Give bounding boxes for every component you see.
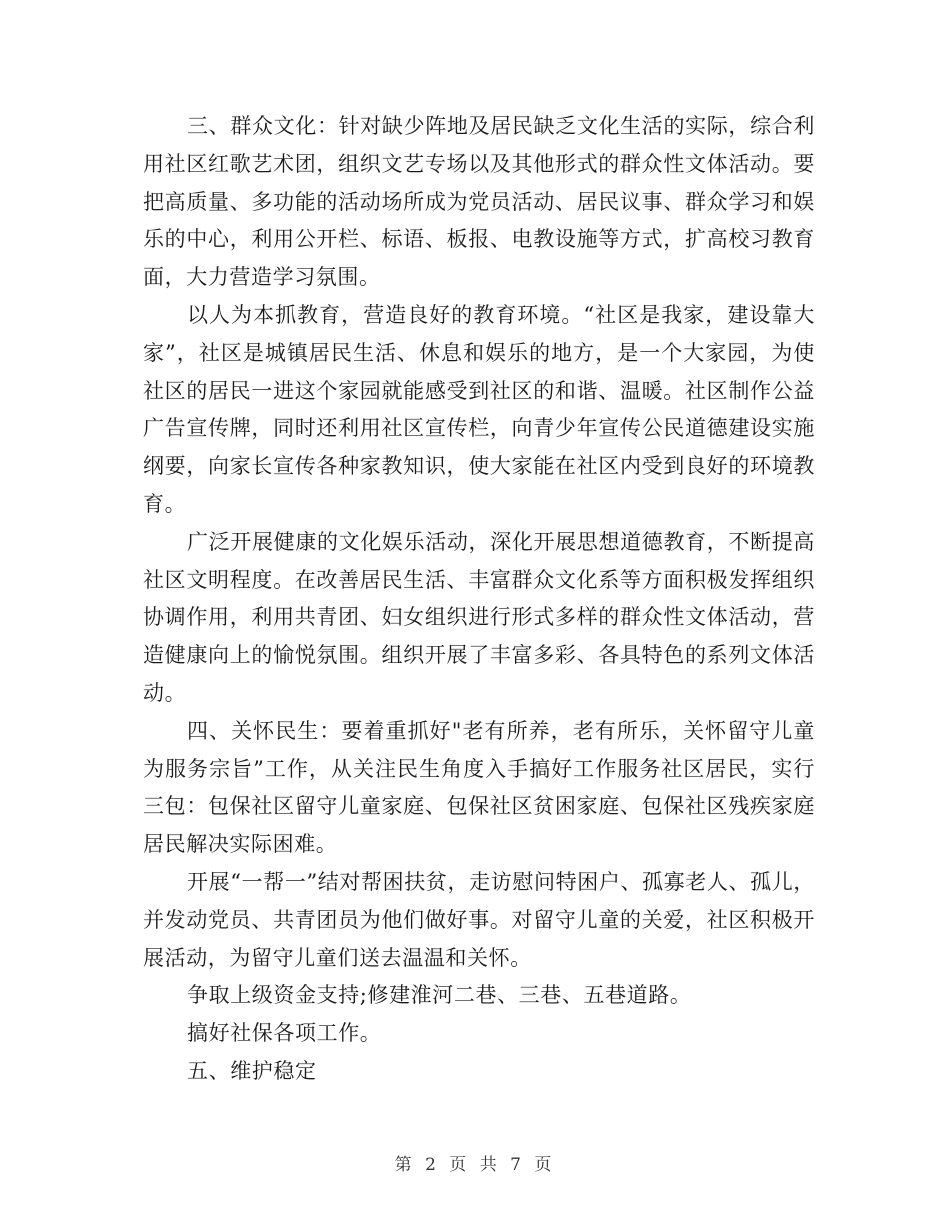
paragraph-social-security: 搞好社保各项工作。 <box>187 1021 382 1046</box>
paragraph-cultural-activities: 广泛开展健康的文化娱乐活动，深化开展思想道德教育，不断提高社区文明程度。在改善居民生活、丰富群众文化系等方面积极发挥组织协调作用，利用共青团、妇女组织进行形式多样的群众性文体活动，营造健康向上的愉悦氛围。组织开展了丰富多彩、各具特色的系列文体活动。 <box>143 529 815 705</box>
page-number-footer: 第 2 页 共 7 页 <box>394 1155 556 1175</box>
paragraph-mass-culture: 三、群众文化：针对缺少阵地及居民缺乏文化生活的实际，综合利用社区红歌艺术团，组织文艺专场以及其他形式的群众性文体活动。要把高质量、多功能的活动场所成为党员活动、居民议事、群众学习和娱乐的中心，利用公开栏、标语、板报、电教设施等方式，扩高校习教育面，大力营造学习氛围。 <box>143 114 815 290</box>
paragraph-road-construction: 争取上级资金支持;修建淮河二巷、三巷、五巷道路。 <box>187 983 692 1008</box>
paragraph-maintain-stability: 五、维护稳定 <box>187 1058 317 1083</box>
paragraph-livelihood-care: 四、关怀民生：要着重抓好"老有所养，老有所乐，关怀留守儿童为服务宗旨”工作，从关注民生角度入手搞好工作服务社区居民，实行三包：包保社区留守儿童家庭、包保社区贫困家庭、包保社区残疾家庭居民解决实际困难。 <box>143 718 815 857</box>
paragraph-poverty-assistance: 开展“一帮一”结对帮困扶贫，走访慰问特困户、孤寡老人、孤儿，并发动党员、共青团员为他们做好事。对留守儿童的关爱，社区积极开展活动，为留守儿童们送去温温和关怀。 <box>143 869 815 970</box>
paragraph-people-oriented-education: 以人为本抓教育，营造良好的教育环境。“社区是我家，建设靠大家”，社区是城镇居民生活、休息和娱乐的地方，是一个大家园，为使社区的居民一进这个家园就能感受到社区的和谐、温暖。社区制作公益广告宣传牌，同时还利用社区宣传栏，向青少年宣传公民道德建设实施纲要，向家长宣传各种家教知识，使大家能在社区内受到良好的环境教育。 <box>143 302 815 516</box>
document-body <box>143 108 815 1091</box>
